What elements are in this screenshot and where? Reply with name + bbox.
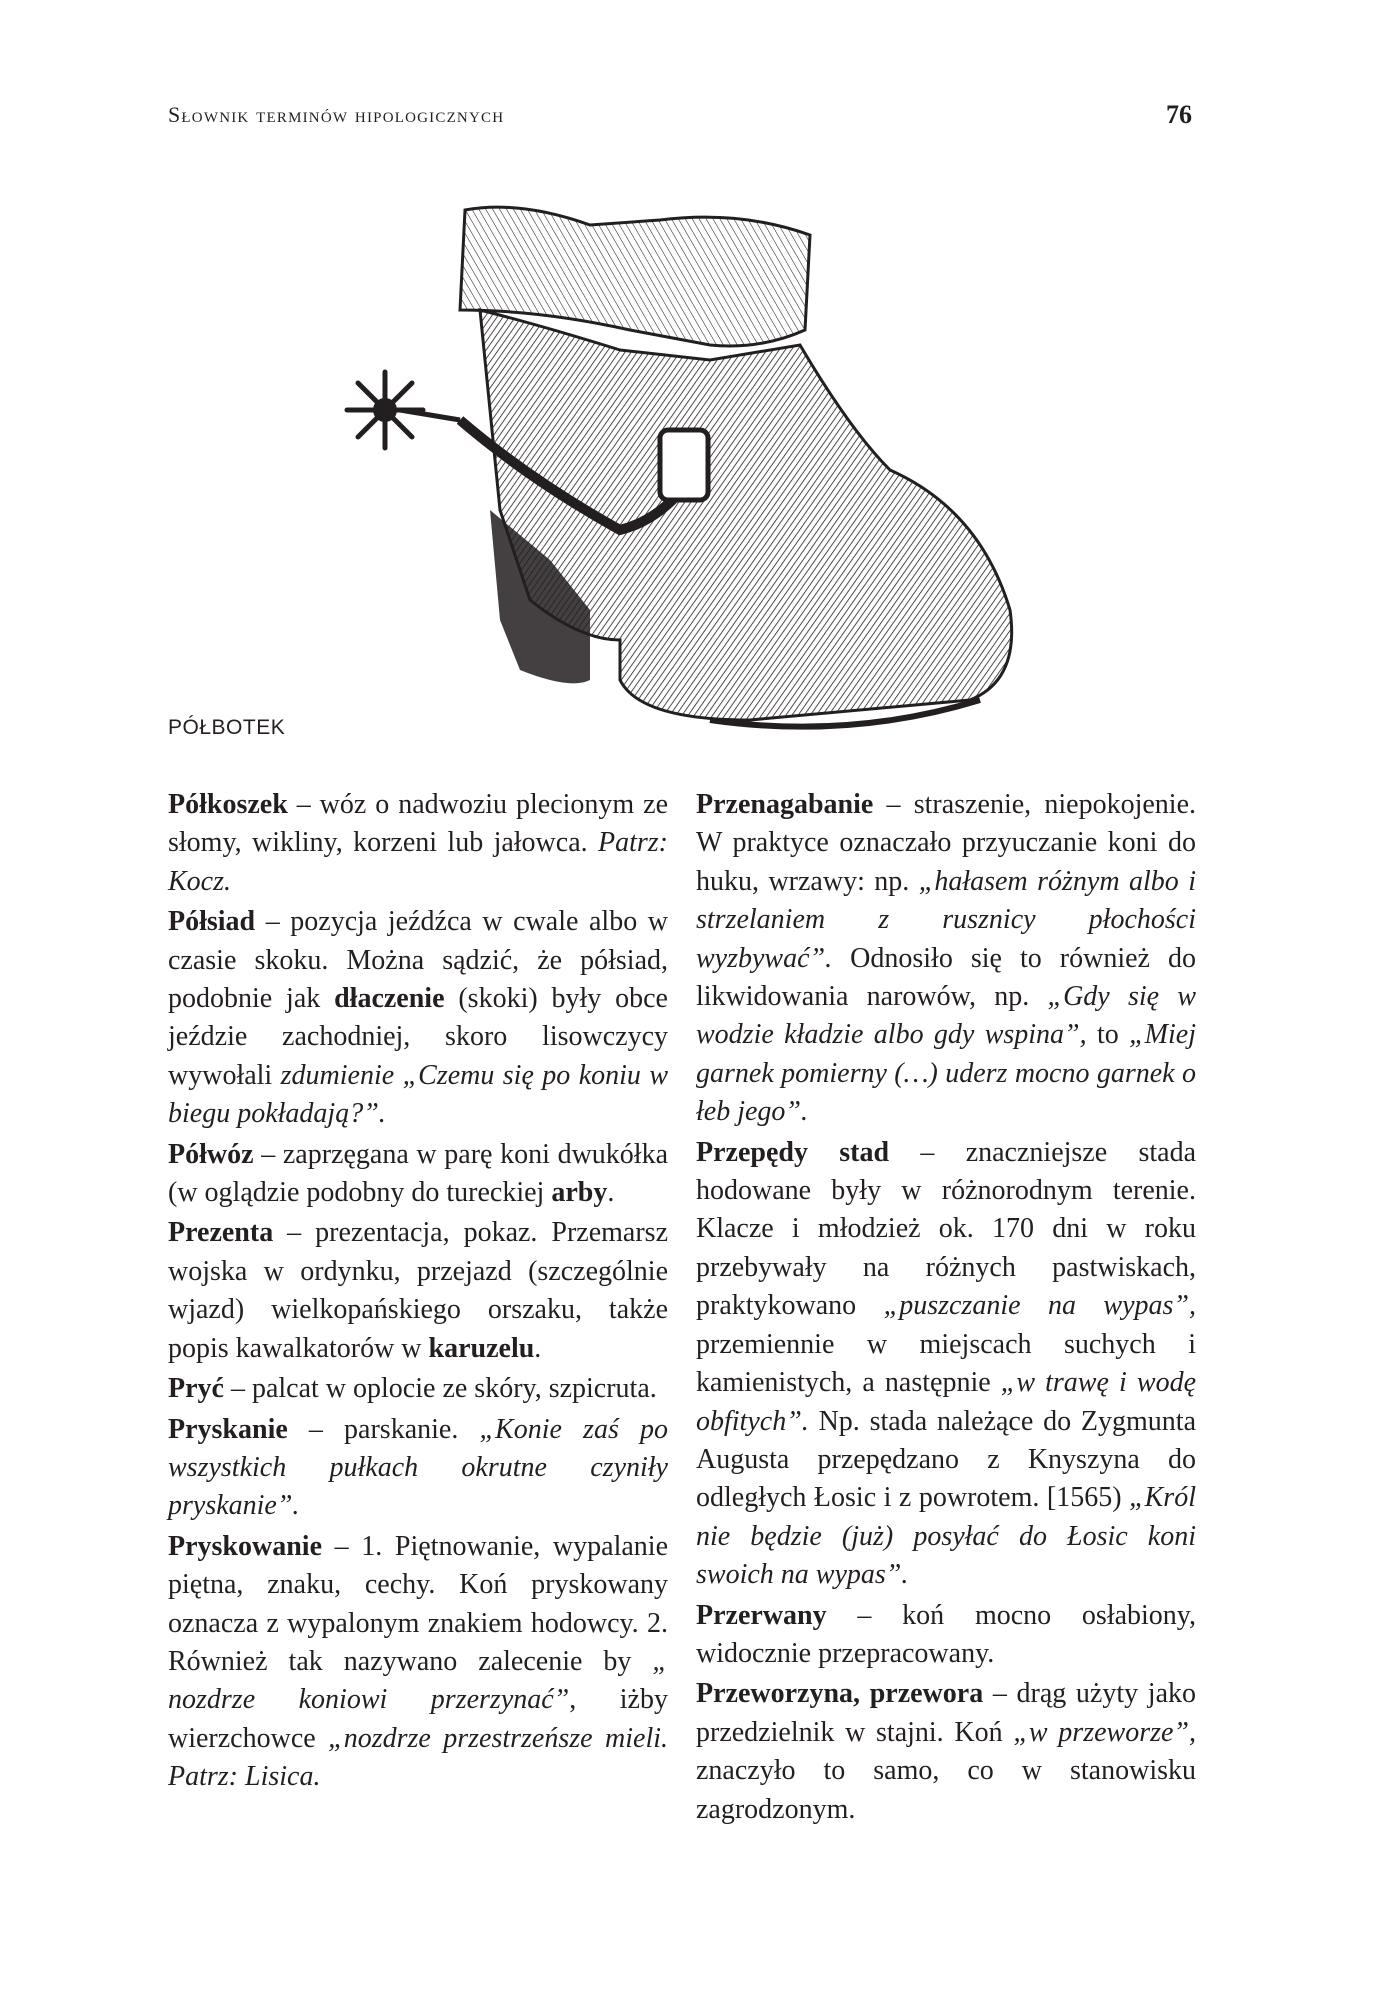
entry-quote: zdumienie „Czemu się po koniu w biegu pokładają?”.	[168, 1059, 668, 1130]
entry-quote: „Konie zaś po wszystkich pułkach okrutne czyniły pryskanie”.	[168, 1413, 668, 1522]
entry-text: .	[607, 1177, 615, 1209]
entry-quote: „hałasem różnym albo i strzelaniem z rusznicy płochości wyzbywać”.	[696, 865, 1196, 974]
entry-text: (skoki) były obce jeździe zachodniej, skoro lisowczycy wywołali	[168, 983, 668, 1091]
entry-text: – drąg użyty jako przedzielnik w stajni. Koń	[696, 1678, 1196, 1748]
figure-caption: PÓŁBOTEK	[168, 716, 286, 739]
entry-text: to	[1086, 1019, 1130, 1051]
entry-quote: „w przeworze”,	[1013, 1716, 1196, 1748]
running-head: Słownik terminów hipologicznych	[168, 102, 505, 127]
entry-text: – wóz o nadwoziu plecionym ze słomy, wikliny, korzeni lub jałowca.	[168, 789, 668, 859]
left-column	[168, 786, 668, 1799]
entry-term: Przerwany	[696, 1599, 827, 1631]
entry-text: Odnosiło się to również do likwidowania narowów, np.	[696, 942, 1196, 1013]
entry-quote: „ nozdrze koniowi przerzynać”	[168, 1645, 668, 1716]
entry-text: .	[534, 1332, 542, 1364]
entry-term: Przeworzyna, przewora	[696, 1678, 984, 1710]
entry-przerwany	[696, 1597, 1196, 1674]
entry-text: – zaprzęgana w parę koni dwukółka (w oglądzie podobny do tureckiej	[168, 1138, 668, 1209]
entry-term: Przenagabanie	[696, 789, 874, 820]
entry-term: Półwóz	[168, 1138, 254, 1170]
entry-text: – 1. Piętnowanie, wypalanie piętna, znaku, cechy. Koń pryskowany oznacza z wypalonym znakiem hodowcy. 2. Również tak nazywano zalecenie by	[168, 1530, 668, 1677]
entry-quote: „nozdrze przestrzeńsze mieli. Patrz: Lisica.	[168, 1722, 669, 1793]
entry-przenagabanie	[696, 786, 1196, 1132]
cross-reference: dłaczenie	[334, 983, 445, 1015]
boot-with-spur-illustration	[330, 180, 1030, 760]
entry-text: – palcat w oplocie ze skóry, szpicruta.	[223, 1373, 657, 1405]
entry-text: – pozycja jeźdźca w cwale albo w czasie skoku. Można sądzić, że półsiad, podobnie jak	[168, 906, 668, 1015]
entry-pryskanie	[168, 1411, 668, 1526]
entry-quote: „Gdy się w wodzie kładzie albo gdy wspina”,	[696, 981, 1196, 1051]
entry-text: znaczyło to samo, co w stanowisku zagrodzonym.	[696, 1755, 1196, 1825]
entry-term: Pryskowanie	[168, 1530, 322, 1562]
entry-text: przemiennie w miejscach suchych i kamienistych, a następnie	[696, 1328, 1196, 1399]
entry-term: Prezenta	[168, 1217, 274, 1249]
entry-text: – znaczniejsze stada hodowane były w różnorodnym terenie. Klacze i młodzież ok. 170 dni w roku przebywały na różnych pastwiskach, praktykowano	[696, 1136, 1196, 1322]
entry-przepedy-stad	[696, 1134, 1196, 1595]
cross-reference: arby	[551, 1177, 608, 1209]
entry-polsiad	[168, 903, 668, 1133]
entry-pryc	[168, 1370, 668, 1408]
entry-text: – straszenie, niepokojenie. W praktyce oznaczało przyuczanie koni do huku, wrzawy: np.	[696, 789, 1196, 897]
entry-term: Pryć	[168, 1373, 224, 1405]
entry-quote: „Król nie będzie (już) posyłać do Łosic koni swoich na wypas”.	[696, 1482, 1196, 1591]
entry-text: , iżby wierzchowce	[168, 1684, 668, 1754]
entry-polwoz	[168, 1136, 668, 1213]
entry-polkoszek	[168, 786, 668, 901]
entry-term: Półkoszek	[168, 789, 288, 820]
cross-reference: karuzelu	[428, 1332, 535, 1364]
entry-przeworzyna	[696, 1675, 1196, 1829]
entry-quote: „w trawę i wodę obfitych”.	[696, 1367, 1196, 1437]
entry-term: Przepędy stad	[696, 1136, 890, 1168]
entry-reference: Patrz: Kocz.	[168, 827, 668, 897]
page-number: 76	[1166, 100, 1192, 129]
entry-text: – parskanie.	[287, 1413, 480, 1445]
entry-term: Półsiad	[168, 906, 256, 938]
entry-text: – koń mocno osłabiony, widocznie przepracowany.	[696, 1599, 1196, 1669]
entry-text: Np. stada należące do Zygmunta Augusta przepędzano z Knyszyna do odległych Łosic i z powrotem. [1565)	[696, 1405, 1196, 1514]
entry-quote: „Miej garnek pomierny (…) uderz mocno garnek o łeb jego”.	[696, 1019, 1196, 1128]
entry-prezenta	[168, 1214, 668, 1368]
entry-quote: „puszczanie na wypas”,	[883, 1290, 1197, 1322]
entry-term: Pryskanie	[168, 1413, 288, 1445]
entry-pryskowanie	[168, 1528, 668, 1797]
entry-text: – prezentacja, pokaz. Przemarsz wojska w ordynku, przejazd (szczególnie wjazd) wielkopańskiego orszaku, także popis kawalkatorów w	[168, 1217, 668, 1364]
right-column	[696, 786, 1196, 1831]
